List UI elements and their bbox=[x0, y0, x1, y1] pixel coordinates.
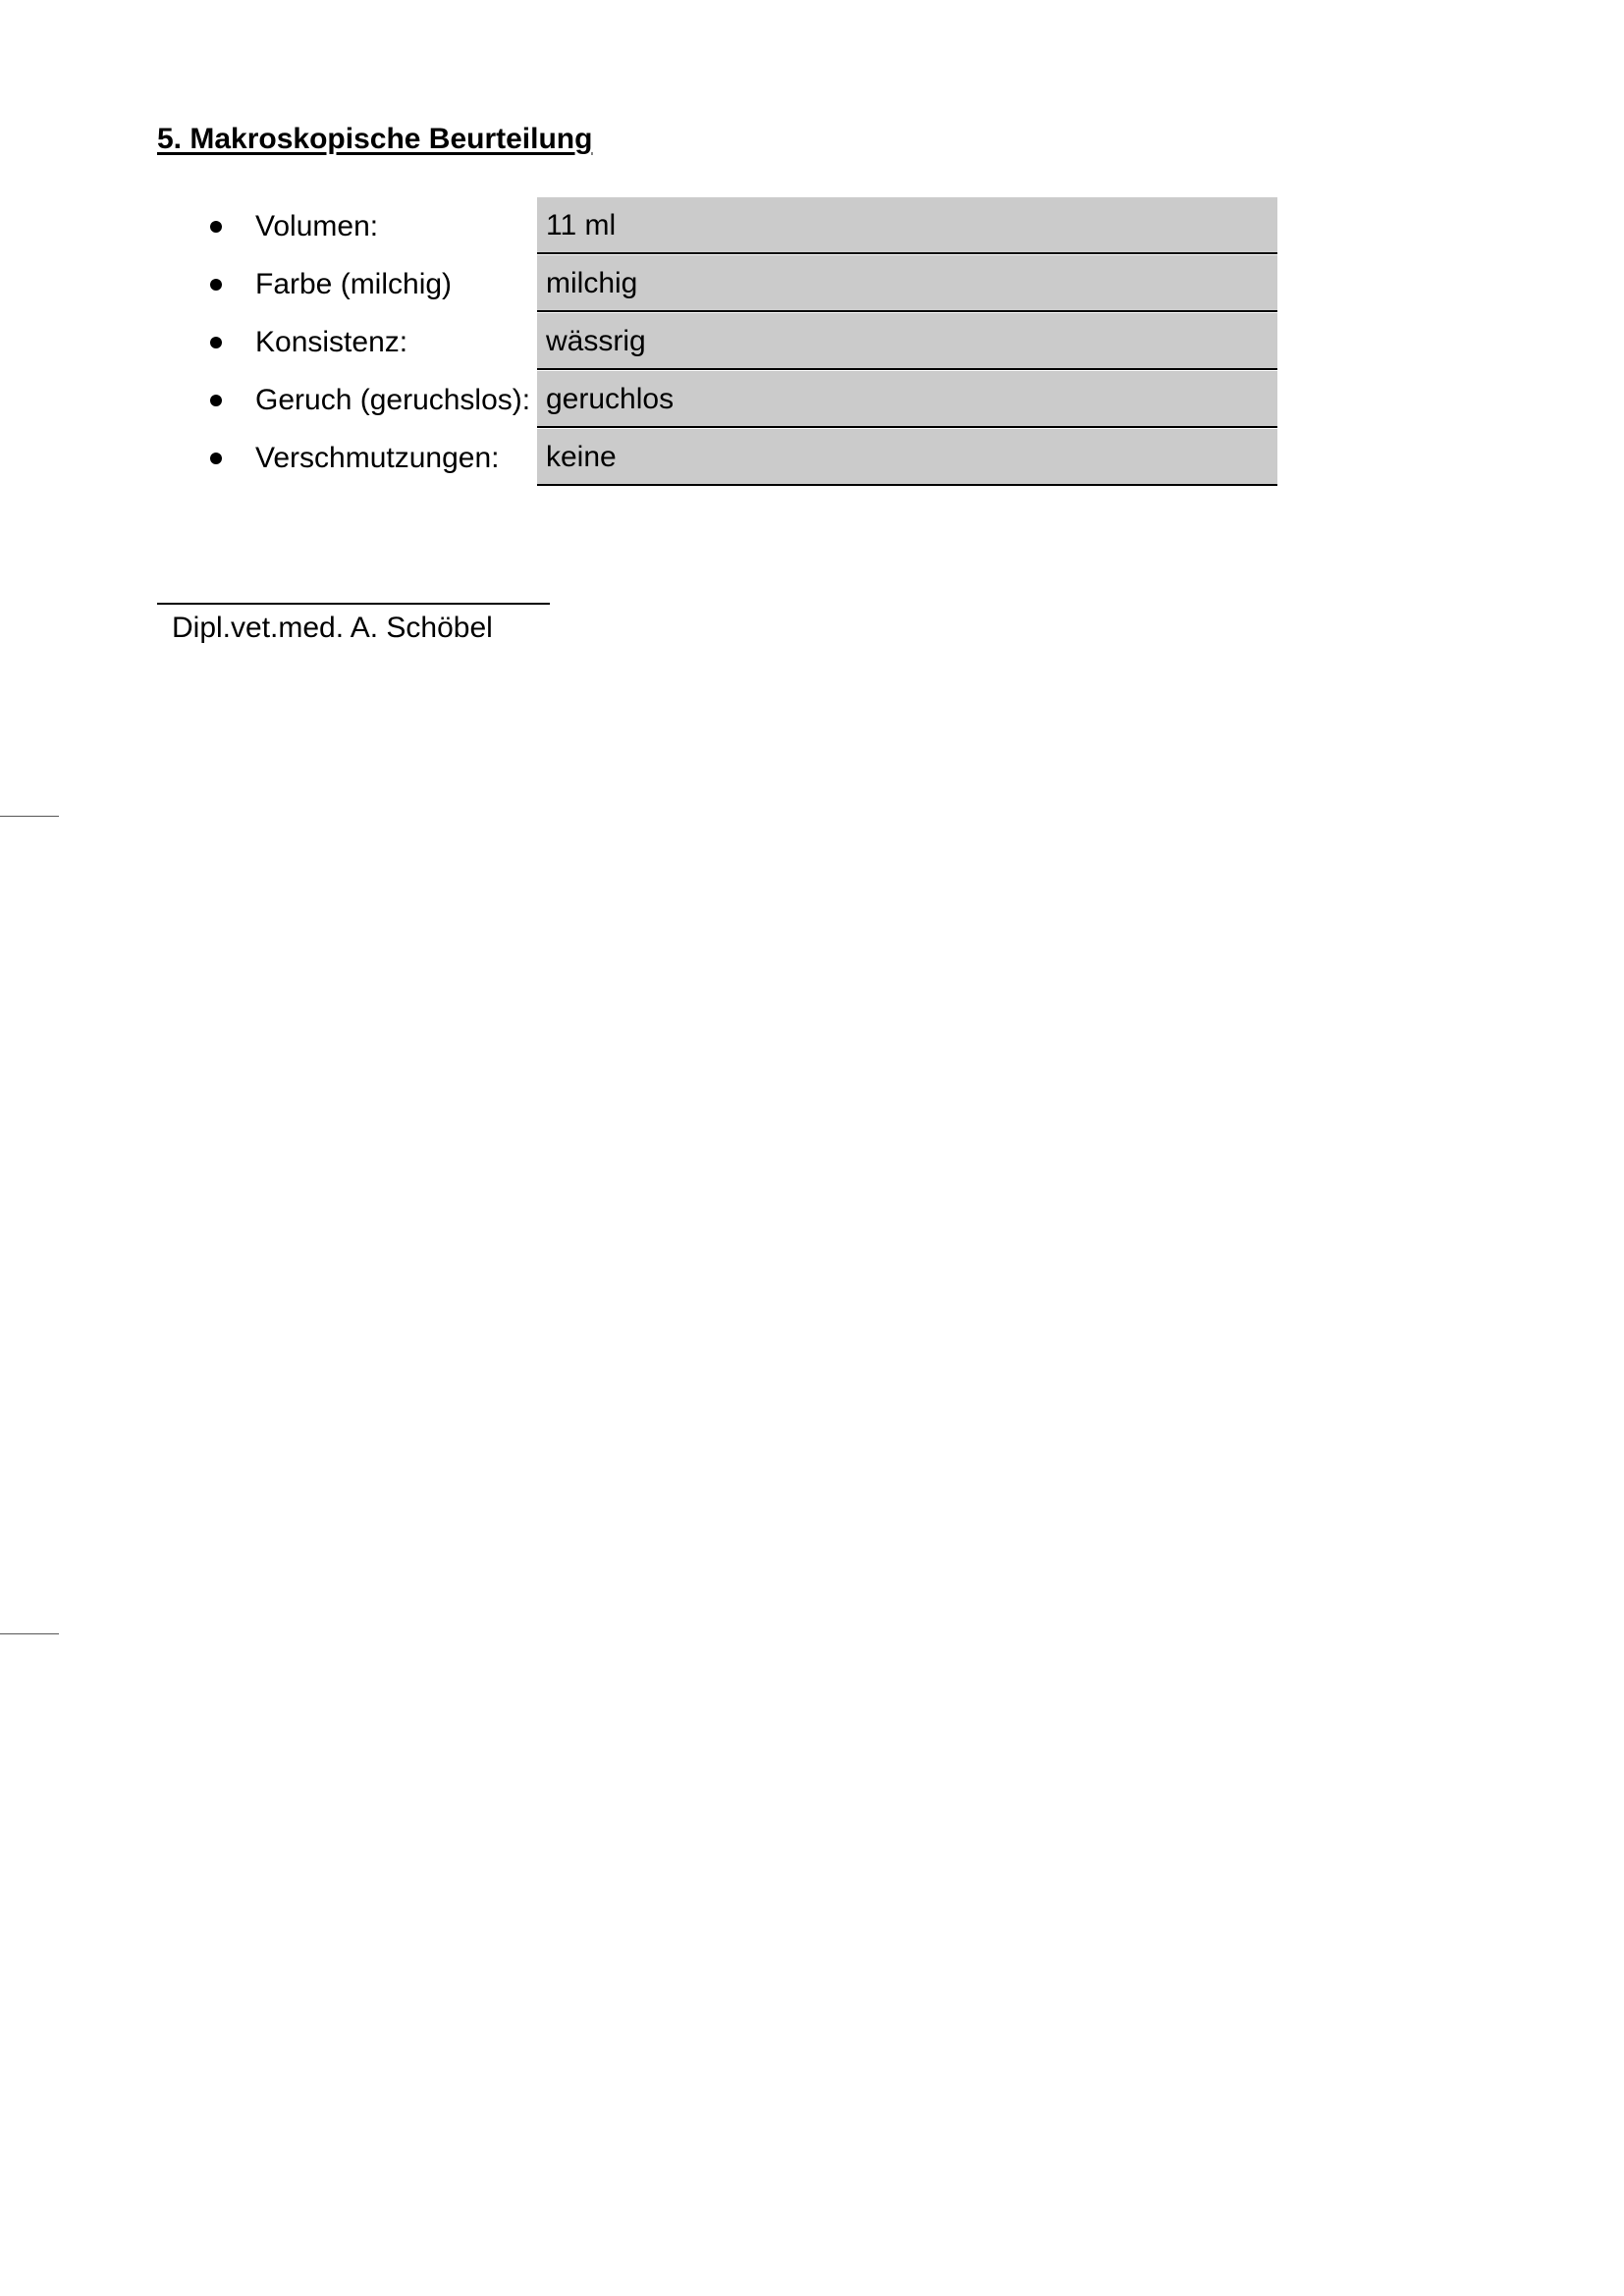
list-item-farbe bbox=[0, 255, 1624, 313]
bullet-icon bbox=[210, 395, 222, 406]
item-label: Verschmutzungen: bbox=[255, 442, 500, 474]
item-value: milchig bbox=[546, 267, 638, 299]
fold-mark bbox=[0, 816, 59, 817]
value-field-verschmutzungen[interactable] bbox=[537, 429, 1277, 486]
bullet-icon bbox=[210, 279, 222, 291]
list-item-geruch bbox=[0, 371, 1624, 429]
item-value: 11 ml bbox=[546, 209, 617, 241]
item-label: Volumen: bbox=[255, 210, 379, 242]
list-item-verschmutzungen bbox=[0, 429, 1624, 487]
value-field-volumen[interactable] bbox=[537, 197, 1277, 254]
list-item-konsistenz bbox=[0, 313, 1624, 371]
item-label: Konsistenz: bbox=[255, 326, 408, 358]
bullet-icon bbox=[210, 337, 222, 348]
section-title: 5. Makroskopische Beurteilung bbox=[157, 123, 593, 155]
item-label: Farbe (milchig) bbox=[255, 268, 453, 300]
value-field-konsistenz[interactable] bbox=[537, 313, 1277, 370]
value-field-geruch[interactable] bbox=[537, 371, 1277, 428]
value-field-farbe[interactable] bbox=[537, 255, 1277, 312]
assessment-list bbox=[0, 197, 1624, 487]
item-value: keine bbox=[546, 441, 617, 473]
bullet-icon bbox=[210, 453, 222, 464]
item-label: Geruch (geruchslos): bbox=[255, 384, 531, 416]
list-item-volumen bbox=[0, 197, 1624, 255]
item-value: geruchlos bbox=[546, 383, 675, 415]
signature-line bbox=[157, 603, 550, 605]
bullet-icon bbox=[210, 221, 222, 233]
fold-mark bbox=[0, 1633, 59, 1634]
item-value: wässrig bbox=[546, 325, 646, 357]
signature-name: Dipl.vet.med. A. Schöbel bbox=[172, 612, 493, 644]
